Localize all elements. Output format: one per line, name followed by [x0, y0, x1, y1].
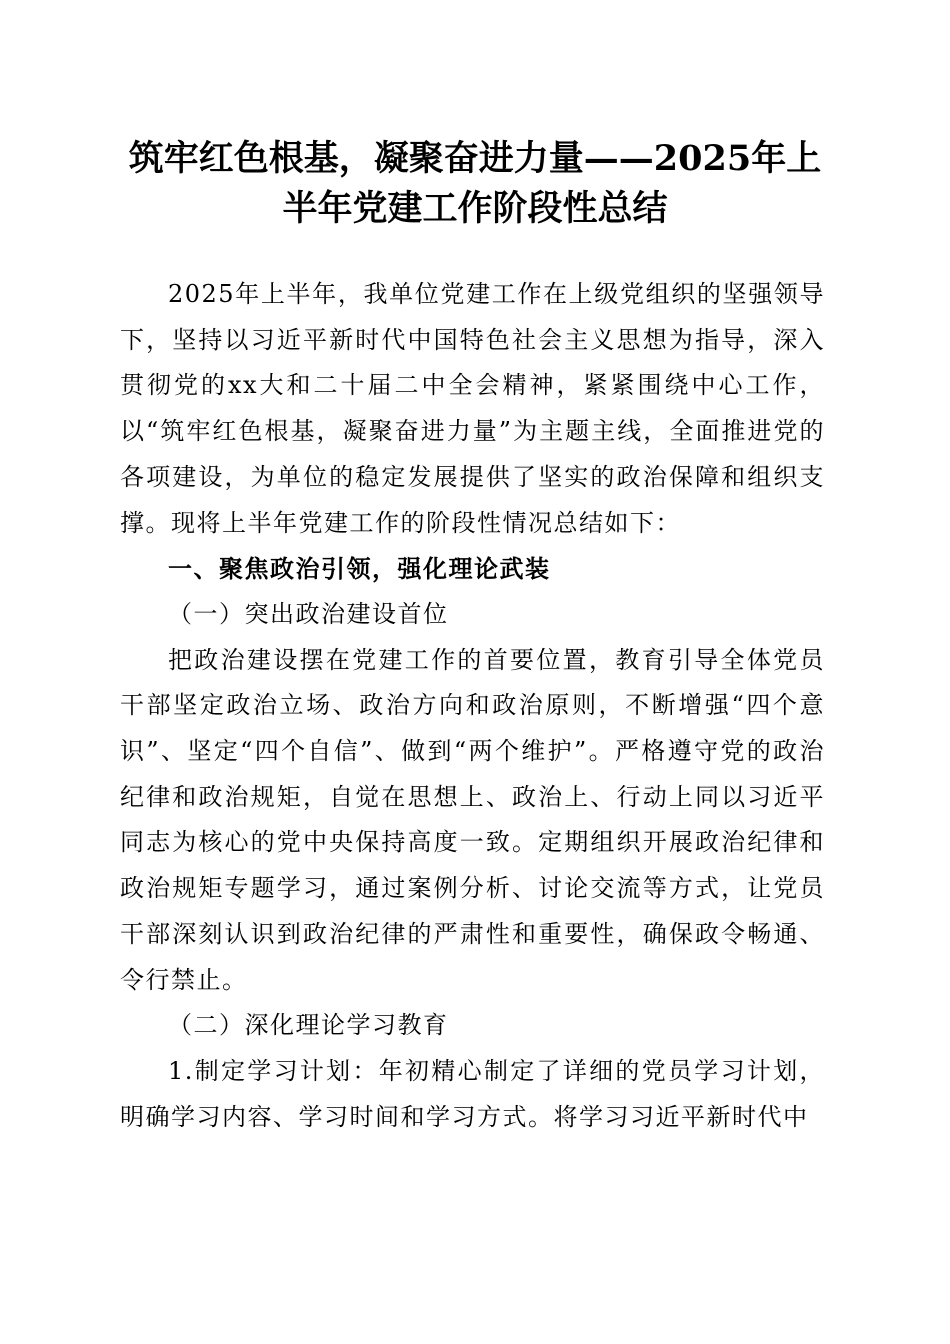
intro-paragraph: 2025年上半年，我单位党建工作在上级党组织的坚强领导下，坚持以习近平新时代中国特色社会主义思想为指导，深入贯彻党的xx大和二十届二中全会精神，紧紧围绕中心工作，以“筑牢红色根基，凝聚奋进力量”为主题主线，全面推进党的各项建设，为单位的稳定发展提供了坚实的政治保障和组织支撑。现将上半年党建工作的阶段性情况总结如下：	[120, 280, 825, 537]
section-heading-1: 一、聚焦政治引领，强化理论武装	[168, 554, 551, 584]
subsection-2-paragraph: 1.制定学习计划：年初精心制定了详细的党员学习计划，明确学习内容、学习时间和学习方式。将学习习近平新时代中	[120, 1056, 825, 1131]
document-body	[120, 272, 825, 1140]
title-line-2: 半年党建工作阶段性总结	[282, 188, 668, 229]
subsection-heading-1: （一）突出政治建设首位	[168, 599, 449, 628]
document-title	[110, 134, 840, 234]
subsection-1-paragraph: 把政治建设摆在党建工作的首要位置，教育引导全体党员干部坚定政治立场、政治方向和政治原则，不断增强“四个意识”、坚定“四个自信”、做到“两个维护”。严格遵守党的政治纪律和政治规矩，自觉在思想上、政治上、行动上同以习近平同志为核心的党中央保持高度一致。定期组织开展政治纪律和政治规矩专题学习，通过案例分析、讨论交流等方式，让党员干部深刻认识到政治纪律的严肃性和重要性，确保政令畅通、令行禁止。	[120, 645, 825, 994]
subsection-heading-2: （二）深化理论学习教育	[168, 1011, 449, 1040]
title-line-1: 筑牢红色根基，凝聚奋进力量——2025年上	[128, 138, 822, 179]
